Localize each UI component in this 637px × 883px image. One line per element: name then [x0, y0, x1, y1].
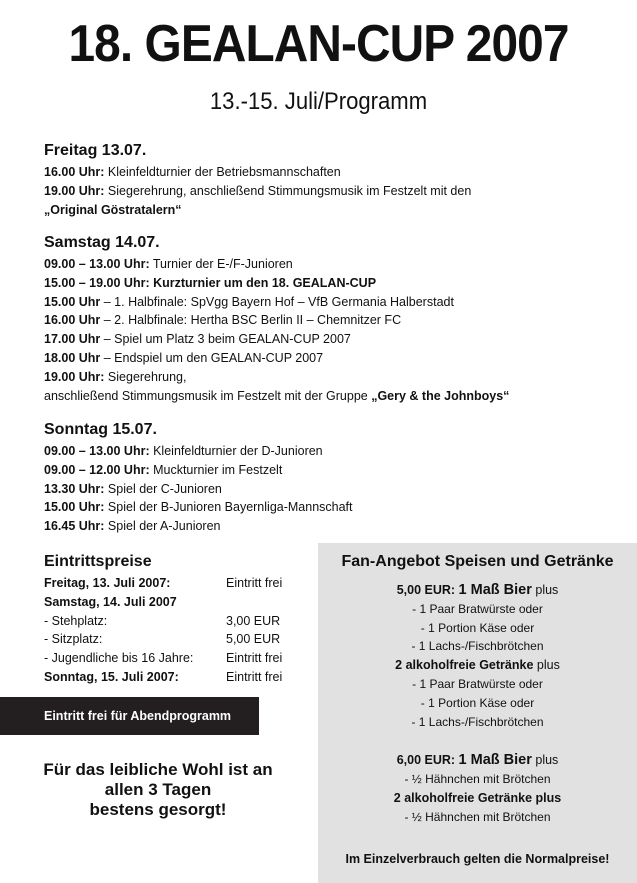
fan-offer-beer: 1 Maß Bier [458, 582, 532, 598]
fan-spacer [318, 731, 637, 751]
fan-item [318, 600, 637, 619]
schedule-time: 18.00 Uhr [44, 350, 101, 365]
schedule-time: 09.00 – 13.00 Uhr: [44, 257, 150, 271]
fan-item [318, 694, 637, 713]
day-heading: Samstag 14.07. [44, 234, 160, 251]
schedule-line [44, 201, 624, 220]
fan-offer-heading: Fan-Angebot Speisen und Getränke [341, 553, 614, 570]
price-row [44, 668, 294, 687]
fan-item [318, 637, 637, 656]
schedule-time: 19.00 Uhr: [44, 183, 105, 198]
day-heading: Freitag 13.07. [44, 142, 147, 159]
price-row [44, 612, 294, 631]
schedule-text: Spiel der B-Junioren Bayernliga-Mannschaft [104, 500, 353, 515]
fan-item [318, 770, 637, 789]
schedule-text: Turnier der E-/F-Junioren [149, 257, 293, 271]
price-row [44, 593, 294, 612]
fan-offer-list [318, 581, 637, 827]
schedule-line [44, 163, 624, 182]
fan-offer-price: 5,00 EUR: [396, 583, 459, 597]
day-section [44, 233, 624, 405]
schedule-line [44, 330, 624, 349]
schedule-time: 17.00 Uhr [44, 332, 101, 347]
fan-offer-header [318, 789, 637, 808]
price-list [44, 574, 294, 687]
schedule-line [44, 182, 624, 201]
fan-item [318, 675, 637, 694]
catering-note [28, 760, 288, 820]
price-value: 5,00 EUR [226, 632, 281, 647]
schedule-text: Siegerehrung, anschließend Stimmungsmusik im Festzelt mit den [104, 183, 472, 198]
fan-item-text: - 1 Lachs-/Fischbrötchen [411, 639, 544, 654]
price-label: Freitag, 13. Juli 2007: [44, 576, 171, 590]
schedule-time: 09.00 – 13.00 Uhr: [44, 444, 150, 458]
price-label: Sonntag, 15. Juli 2007: [44, 669, 179, 684]
fan-offer-box [318, 543, 637, 883]
day-heading: Sonntag 15.07. [44, 421, 157, 438]
catering-line-2: allen 3 Tagen [104, 780, 212, 799]
schedule-time: 15.00 – 19.00 Uhr: Kurzturnier um den 18. GEALAN-CUP [44, 275, 377, 290]
fan-item-text: - ½ Hähnchen mit Brötchen [404, 809, 551, 824]
schedule-time: 15.00 Uhr: [44, 500, 105, 515]
fan-item [318, 713, 637, 732]
fan-offer-note: Im Einzelverbrauch gelten die Normalpreise! [345, 852, 610, 866]
price-label: - Stehplatz: [44, 613, 108, 628]
catering-line-1: Für das leibliche Wohl ist an [43, 760, 273, 779]
price-label: - Sitzplatz: [44, 632, 103, 647]
schedule-time: 13.30 Uhr: [44, 481, 105, 496]
schedule-line [44, 498, 624, 517]
fan-offer-header [318, 581, 637, 600]
fan-offer-drinks: 2 alkoholfreie Getränke plus [393, 790, 562, 805]
fan-offer-beer: 1 Maß Bier [458, 752, 532, 769]
fan-item-text: - 1 Paar Bratwürste oder [412, 601, 543, 616]
page-subtitle: 13.-15. Juli/Programm [209, 88, 428, 115]
day-section [44, 420, 624, 536]
price-row [44, 630, 294, 649]
price-value: 3,00 EUR [226, 613, 281, 628]
fan-item-text: - ½ Hähnchen mit Brötchen [404, 772, 551, 787]
fan-offer-header [318, 751, 637, 770]
fan-offer-header [318, 656, 637, 675]
schedule-line [44, 349, 624, 368]
schedule-time: 09.00 – 12.00 Uhr: [44, 462, 150, 477]
evening-banner: Eintritt frei für Abendprogramm [0, 697, 259, 735]
schedule-text: Spiel der A-Junioren [104, 519, 221, 534]
price-value: Eintritt frei [226, 669, 283, 684]
schedule-text: Spiel der C-Junioren [104, 481, 222, 496]
fan-offer-drinks: 2 alkoholfreie Getränke [395, 658, 534, 673]
schedule-time: 15.00 Uhr [44, 294, 101, 309]
fan-item-text: - 1 Portion Käse oder [420, 620, 535, 635]
schedule-text: anschließend Stimmungsmusik im Festzelt mit der Gruppe [44, 388, 372, 403]
schedule-text: Kleinfeldturnier der D-Junioren [149, 444, 323, 458]
schedule-line [44, 480, 624, 499]
schedule-line [44, 255, 624, 274]
price-row [44, 649, 294, 668]
schedule-line [44, 461, 624, 480]
fan-item-text: - 1 Portion Käse oder [420, 695, 535, 710]
schedule-text: Kleinfeldturnier der Betriebsmannschaften [104, 165, 341, 179]
schedule-line [44, 387, 624, 406]
schedule-line [44, 368, 624, 387]
schedule-text: – 1. Halbfinale: SpVgg Bayern Hof – VfB Germania Halberstadt [100, 294, 454, 309]
price-label: - Jugendliche bis 16 Jahre: [44, 651, 194, 666]
schedule-time: 16.00 Uhr [44, 313, 101, 328]
schedule-line [44, 274, 624, 293]
fan-item-text: - 1 Lachs-/Fischbrötchen [411, 714, 544, 729]
day-section [44, 141, 624, 219]
schedule-quote: „Gery & the Johnboys“ [371, 388, 510, 403]
schedule-time: 16.45 Uhr: [44, 519, 105, 534]
fan-offer-price: 6,00 EUR: [396, 753, 459, 768]
fan-offer-plus: plus [533, 658, 560, 673]
schedule-time: 16.00 Uhr: [44, 165, 105, 179]
prices-heading: Eintrittspreise [44, 553, 152, 570]
schedule-line [44, 517, 624, 536]
schedule-time: 19.00 Uhr: [44, 369, 105, 384]
ticket-prices [44, 552, 294, 687]
fan-item [318, 619, 637, 638]
catering-line-3: bestens gesorgt! [89, 800, 227, 819]
schedule-text: – Endspiel um den GEALAN-CUP 2007 [100, 350, 324, 365]
schedule-line [44, 442, 624, 461]
fan-item [318, 808, 637, 827]
schedule-text: Siegerehrung, [104, 369, 187, 384]
schedule-text: – 2. Halbfinale: Hertha BSC Berlin II – Chemnitzer FC [100, 313, 402, 328]
price-label: Samstag, 14. Juli 2007 [44, 594, 177, 609]
schedule-text: Muckturnier im Festzelt [149, 462, 283, 477]
fan-offer-plus: plus [531, 753, 559, 768]
fan-item-text: - 1 Paar Bratwürste oder [412, 676, 543, 691]
schedule-line [44, 293, 624, 312]
price-value: Eintritt frei [226, 651, 283, 666]
page-title: 18. GEALAN-CUP 2007 [68, 15, 569, 73]
price-row [44, 574, 294, 593]
price-value: Eintritt frei [226, 576, 283, 590]
schedule-text: – Spiel um Platz 3 beim GEALAN-CUP 2007 [100, 332, 351, 347]
schedule-line [44, 311, 624, 330]
fan-offer-plus: plus [531, 583, 559, 597]
schedule-quote: „Original Göstratalern“ [44, 202, 182, 217]
